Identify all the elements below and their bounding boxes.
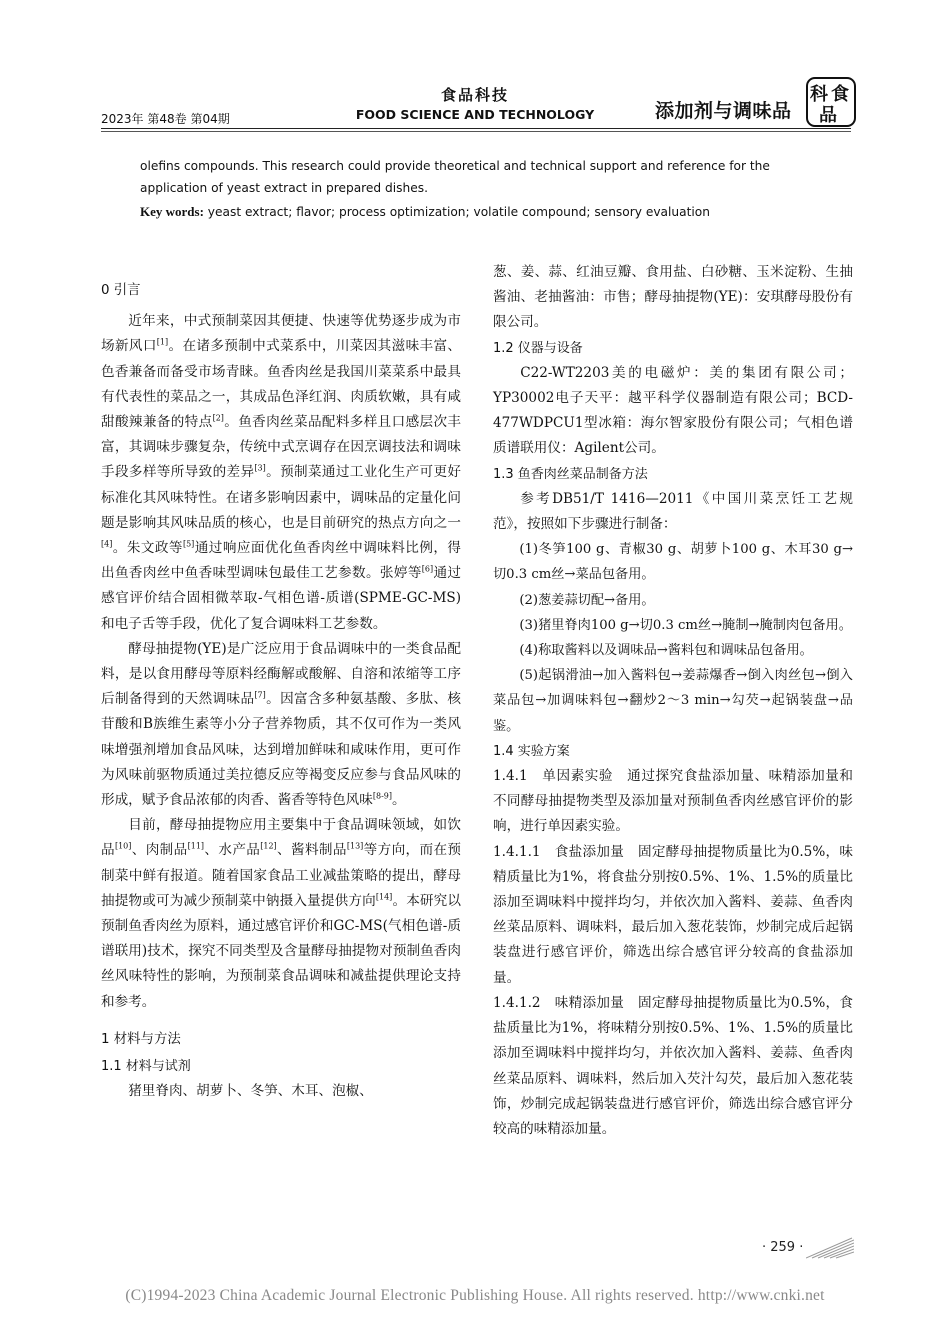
paragraph: 1.4.1 单因素实验 通过探究食盐添加量、味精添加量和不同酵母抽提物类型及添加量对预制鱼香肉丝感官评价的影响，进行单因素实验。 (493, 768, 853, 835)
journal-title-en: FOOD SCIENCE AND TECHNOLOGY (355, 107, 595, 122)
paragraph: 目前，酵母抽提物应用主要集中于食品调味领域，如饮品[10]、肉制品[11]、水产品[12]、酱料制品[13]等方向，而在预制菜中鲜有报道。随着国家食品工业减盐策略的提出，酵母抽提物或可为减少预制菜中钠摄入量提供方向[14]。本研究以预制鱼香肉丝为原料，通过感官评价和GC-MS(气相色谱-质谱联用)技术，探究不同类型及含量酵母抽提物对预制鱼香肉丝风味特性的影响，为预制菜食品调味和减盐提供理论支持和参考。 (101, 817, 462, 1010)
citation: [1] (156, 337, 169, 347)
citation: [5] (182, 539, 195, 549)
procedure-step: (5)起锅滑油→加入酱料包→姜蒜爆香→倒入肉丝包→倒入菜品包→加调味料包→翻炒2～3 min→勾芡→起锅装盘→品鉴。 (493, 668, 853, 734)
abstract-line: olefins compounds. This research could provide theoretical and technical support and reference for the (140, 159, 770, 173)
paragraph: 葱、姜、蒜、红油豆瓣、食用盐、白砂糖、玉米淀粉、生抽酱油、老抽酱油：市售；酵母抽提物(YE)：安琪酵母股份有限公司。 (493, 264, 853, 331)
citation: [11] (187, 841, 205, 851)
right-column (493, 260, 853, 1142)
section-title: 添加剂与调味品 (655, 100, 792, 122)
paragraph: 酵母抽提物(YE)是广泛应用于食品调味中的一类食品配料，是以食用酵母等原料经酶解或酸解、自溶和浓缩等工序后制备得到的天然调味品[7]。因富含多种氨基酸、多肽、核苷酸和B族维生素等小分子营养物质，其不仅可作为一类风味增强剂增加食品风味，达到增加鲜味和咸味作用，更可作为风味前驱物质通过美拉德反应等褐变反应参与食品风味的形成，赋予食品浓郁的肉香、酱香等特色风味[8-9]。 (101, 640, 462, 809)
abstract-tail (140, 155, 840, 223)
svg-text:食: 食 (831, 84, 849, 105)
issue-info: 2023年 第48卷 第04期 (101, 112, 230, 126)
citation: [13] (346, 841, 364, 851)
citation: [4] (101, 539, 113, 549)
procedure-step: (1)冬笋100 g、青椒30 g、胡萝卜100 g、木耳30 g→切0.3 cm丝→菜品包备用。 (493, 542, 853, 583)
section-heading-intro: 0 引言 (101, 283, 141, 298)
section-heading-methods: 1 材料与方法 (101, 1031, 181, 1047)
journal-logo-icon (805, 76, 857, 128)
subsection-heading: 1.2 仪器与设备 (493, 340, 583, 356)
paragraph: 1.4.1.1 食盐添加量 固定酵母抽提物质量比为0.5%，味精质量比为1%，将食盐分别按0.5%、1%、1.5%的质量比添加至调味料中搅拌均匀，并依次加入酱料、姜蒜、鱼香肉丝菜品原料、调味料，最后加入葱花装饰，炒制完成后起锅装盘进行感官评价，筛选出综合感官评分较高的食盐添加量。 (493, 843, 853, 986)
copyright-footer: (C)1994-2023 China Academic Journal Electronic Publishing House. All rights reserved. http://www.cnki.net (125, 1287, 825, 1304)
subsection-heading: 1.4 实验方案 (493, 743, 570, 759)
citation: [12] (260, 841, 277, 851)
citation: [8-9] (372, 791, 392, 801)
abstract-line: application of yeast extract in prepared dishes. (140, 181, 428, 195)
paragraph: 1.4.1.2 味精添加量 固定酵母抽提物质量比为0.5%，食盐质量比为1%，将味精分别按0.5%、1%、1.5%的质量比添加至调味料中搅拌均匀，并依次加入酱料、姜蒜、鱼香肉丝菜品原料、调味料，然后加入芡汁勾芡，最后加入葱花装饰，炒制完成起锅装盘进行感官评价，筛选出综合感官评分较高的味精添加量。 (493, 994, 853, 1137)
journal-title-cn: 食品科技 (440, 86, 509, 104)
keywords-label: Key words: (140, 204, 204, 219)
procedure-step: (4)称取酱料以及调味品→酱料包和调味品包备用。 (519, 643, 813, 659)
page-number: · 259 · (762, 1240, 804, 1255)
left-column (101, 278, 461, 1105)
citation: [10] (114, 841, 132, 851)
header-rule (101, 128, 851, 129)
procedure-step: (2)葱姜蒜切配→备用。 (519, 592, 655, 608)
citation: [3] (254, 463, 266, 473)
citation: [6] (421, 564, 434, 574)
subsection-heading: 1.1 材料与试剂 (101, 1059, 191, 1075)
citation: [2] (212, 413, 224, 423)
keywords-text: yeast extract; flavor; process optimization; volatile compound; sensory evaluation (203, 205, 710, 219)
page-decoration-icon (806, 1236, 854, 1260)
procedure-step: (3)猪里脊肉100 g→切0.3 cm丝→腌制→腌制肉包备用。 (519, 617, 852, 633)
journal-title (340, 84, 610, 122)
citation: [14] (375, 892, 393, 902)
paragraph: 参考DB51/T 1416—2011《中国川菜烹饪工艺规范》，按照如下步骤进行制备： (493, 490, 853, 533)
svg-text:科: 科 (810, 84, 828, 105)
header-rule-thin (101, 131, 851, 132)
keywords (140, 201, 840, 223)
paragraph: C22-WT2203美的电磁炉：美的集团有限公司；YP30002电子天平：越平科学仪器制造有限公司；BCD-477WDPCU1型冰箱：海尔智家股份有限公司；气相色谱质谱联用仪：Agilent公司。 (493, 364, 853, 457)
paragraph: 猪里脊肉、胡萝卜、冬笋、木耳、泡椒、 (128, 1083, 373, 1100)
svg-text:品: 品 (819, 105, 837, 126)
paragraph: 近年来，中式预制菜因其便捷、快速等优势逐步成为市场新风口[1]。在诸多预制中式菜系中，川菜因其滋味丰富、色香兼备而备受市场青睐。鱼香肉丝是我国川菜菜系中最具有代表性的菜品之一，其成品色泽红润、肉质软嫩，具有咸甜酸辣兼备的特点[2]。鱼香肉丝菜品配料多样且口感层次丰富，其调味步骤复杂，传统中式烹调存在因烹调技法和调味手段多样等所导致的差异[3]。预制菜通过工业化生产可更好标准化其风味特性。在诸多影响因素中，调味品的定量化问题是影响其风味品质的核心，也是目前研究的热点方向之一[4]。朱文政等[5]通过响应面优化鱼香肉丝中调味料比例，得出鱼香肉丝中鱼香味型调味包最佳工艺参数。张婷等[6]通过感官评价结合固相微萃取-气相色谱-质谱(SPME-GC-MS)和电子舌等手段，优化了复合调味料工艺参数。 (101, 313, 462, 632)
subsection-heading: 1.3 鱼香肉丝菜品制备方法 (493, 466, 648, 482)
citation: [7] (254, 690, 266, 700)
